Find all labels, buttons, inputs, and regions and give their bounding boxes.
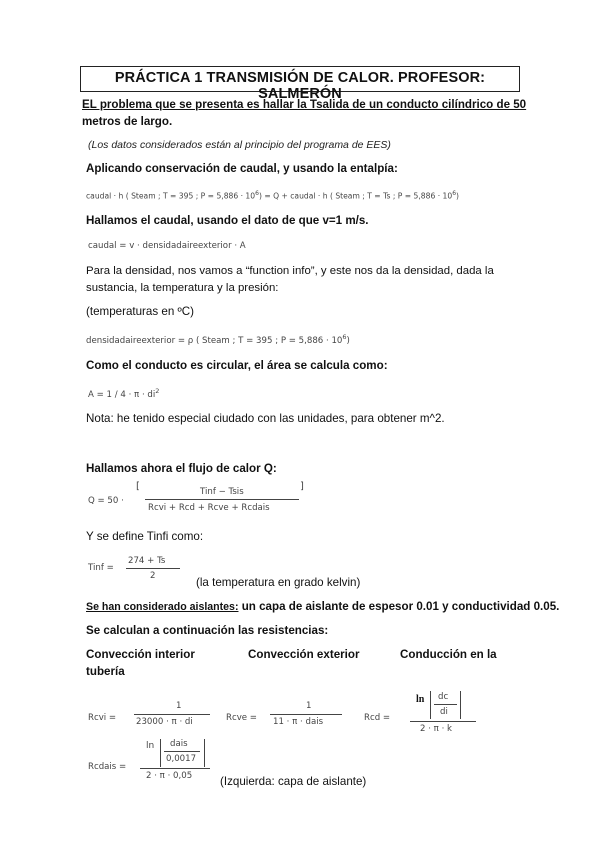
heat-denominator: Rcvi + Rcd + Rcve + Rcdais [148, 503, 270, 513]
insulation-left-note: (Izquierda: capa de aislante) [220, 775, 367, 788]
rcd-inner-numerator: dc [438, 692, 449, 702]
insulation-line: Se han considerado aislantes: un capa de aislante de espesor 0.01 y conductividad 0.05. [86, 600, 560, 613]
rcve-denominator: 11 · π · dais [273, 717, 324, 727]
page-title: PRÁCTICA 1 TRANSMISIÓN DE CALOR. PROFESOR: SALMERÓN [114, 70, 486, 102]
heading-area: Como el conducto es circular, el área se calcula como: [86, 359, 388, 372]
tinf-lhs: Tinf = [88, 563, 114, 573]
rcvi-lhs: Rcvi = [88, 713, 117, 723]
tinf-kelvin-note: (la temperatura en grado kelvin) [196, 576, 361, 589]
title-box [80, 66, 520, 102]
heat-fraction-line [145, 499, 299, 500]
rcd-fraction-line [410, 721, 476, 722]
rcdais-inner-denominator: 0,0017 [166, 754, 197, 764]
rcdais-fraction-line [140, 768, 210, 769]
density-paragraph: Para la densidad, nos vamos a “function info”, y este nos da la densidad, dada la sustancia, la temperatura y la presión: [86, 265, 494, 294]
ees-note: (Los datos considerados están al principio del programa de EES) [88, 139, 391, 151]
equation-area: $A = 1 / 4 \cdot \pi \cdot di^2$ [88, 387, 160, 400]
equation-enthalpy: caudal · h ( Steam ; T = 395 ; $P = 5,886 \cdot 10^6) = Q$ + caudal · h ( Steam ; T = Ts ; $P = 5,886 \cdot 10^6$) [86, 190, 459, 201]
rcd-inner-denominator: di [440, 707, 448, 717]
rcvi-denominator: 23000 · π · di [136, 717, 193, 727]
heat-lhs: Q = 50 · [88, 496, 124, 506]
col-head-conv-interior: Convección interior [86, 648, 195, 661]
heat-numerator: Tinf − Tsis [200, 487, 244, 497]
rcd-ln: ln [416, 694, 425, 705]
col-head-tuberia: tubería [86, 665, 125, 678]
col-head-conduction: Conducción en la [400, 648, 497, 661]
temperature-note: (temperaturas en ºC) [86, 305, 194, 318]
resistances-heading: Se calculan a continuación las resistencias: [86, 624, 329, 637]
equation-flow: caudal = v · densidadaireexterior · A [88, 241, 246, 251]
tinf-definition: Y se define Tinfi como: [86, 530, 204, 543]
tinf-denominator: 2 [150, 571, 156, 581]
equation-density: densidadaireexterior = ρ ( Steam ; T = 395 ; $P = 5,886 \cdot 10^6$) [86, 333, 350, 346]
rcd-lhs: Rcd = [364, 713, 391, 723]
rcdais-inner-numerator: dais [170, 739, 188, 749]
tinf-numerator: 274 + Ts [128, 556, 166, 566]
tinf-fraction-line [126, 568, 180, 569]
heading-flow: Hallamos el caudal, usando el dato de que v=1 m/s. [86, 214, 369, 227]
rcdais-lhs: Rcdais = [88, 762, 127, 772]
rcd-denominator: 2 · π · k [420, 724, 453, 734]
rcve-fraction-line [270, 714, 342, 715]
intro-line-2: metros de largo. [82, 115, 173, 128]
col-head-conv-exterior: Convección exterior [248, 648, 360, 661]
intro-line-1: EL problema que se presenta es hallar la Tsalida de un conducto cilíndrico de 50 [82, 98, 527, 111]
units-note: Nota: he tenido especial ciudado con las unidades, para obtener m^2. [86, 412, 445, 425]
rcve-numerator: 1 [306, 701, 312, 711]
heading-heat: Hallamos ahora el flujo de calor Q: [86, 462, 277, 475]
rcdais-denominator: 2 · π · 0,05 [146, 771, 193, 781]
rcvi-fraction-line [134, 714, 210, 715]
rcdais-ln: ln [146, 741, 155, 751]
rcve-lhs: Rcve = [226, 713, 258, 723]
heading-enthalpy: Aplicando conservación de caudal, y usando la entalpía: [86, 162, 398, 175]
rcvi-numerator: 1 [176, 701, 182, 711]
